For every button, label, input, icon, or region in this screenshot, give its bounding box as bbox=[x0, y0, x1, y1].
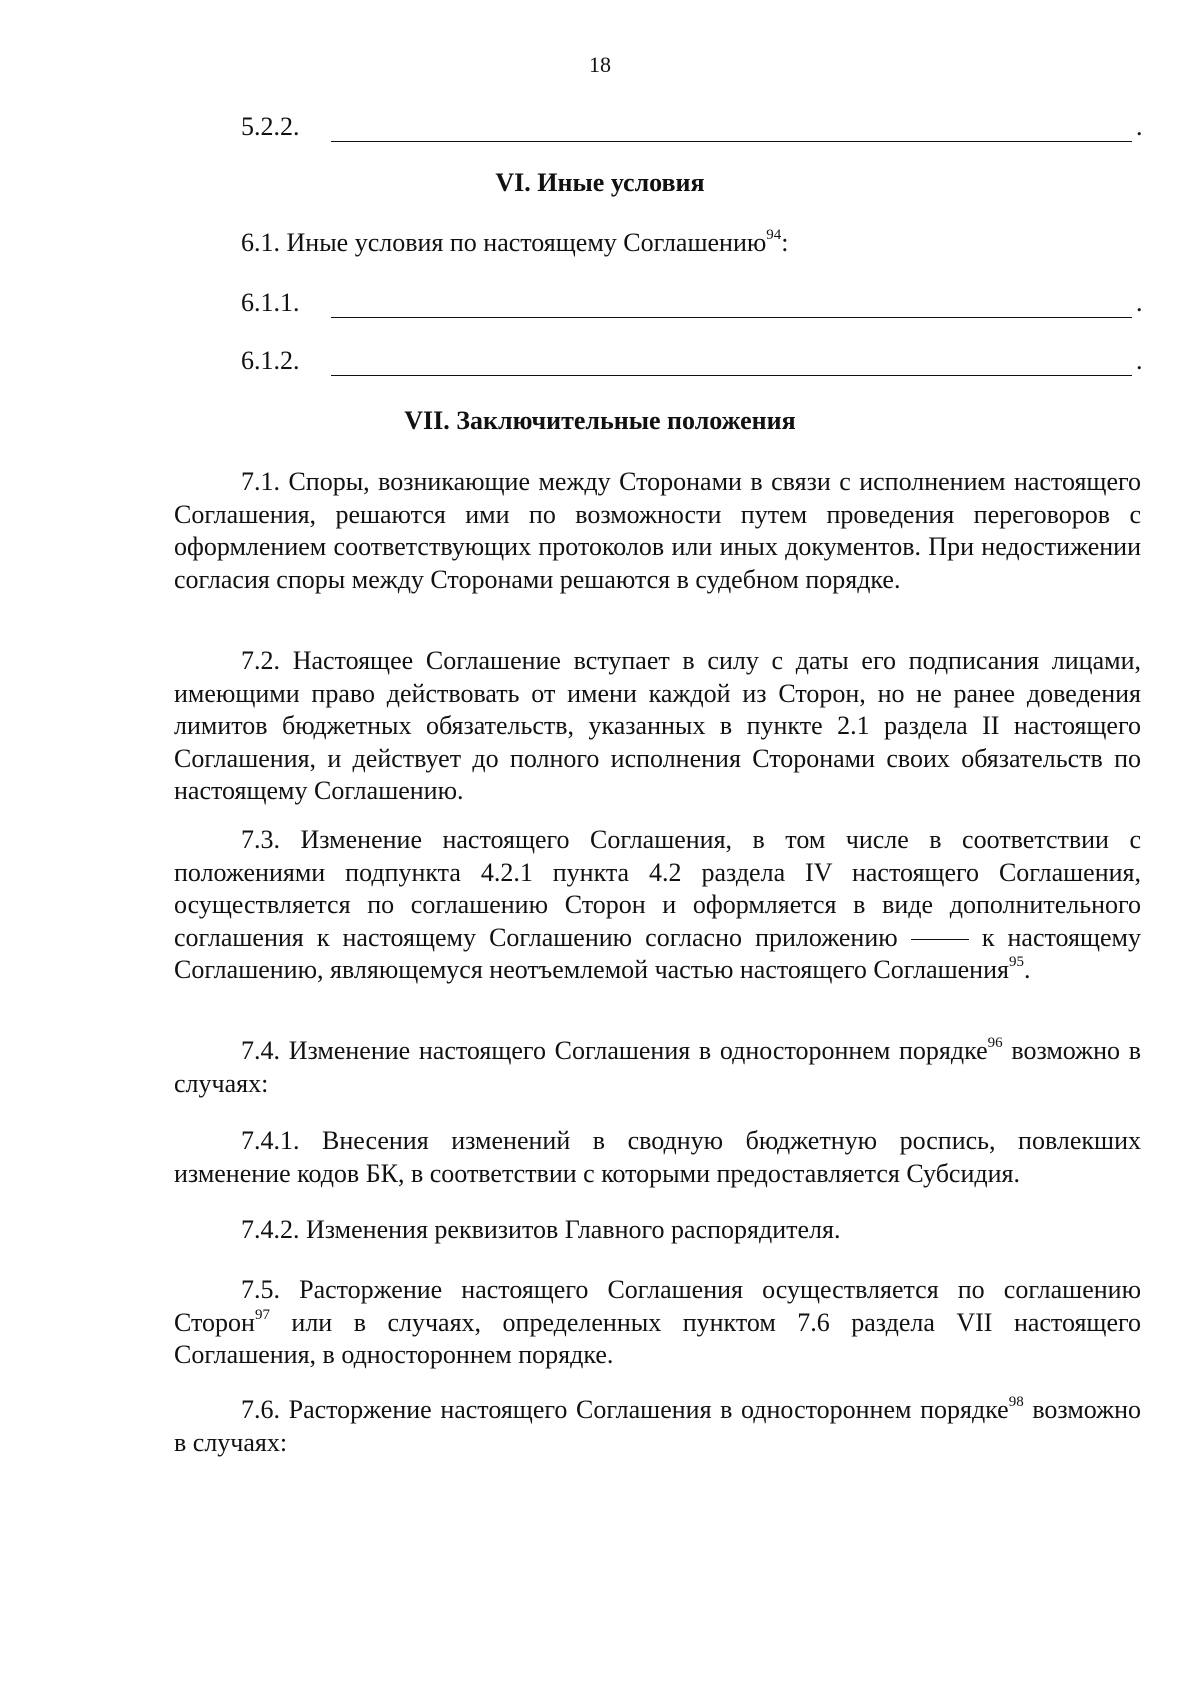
page-number: 18 bbox=[589, 52, 611, 77]
line-end: . bbox=[1136, 346, 1143, 375]
item-number: 6.1.1. bbox=[241, 288, 300, 317]
footnote-ref-96: 96 bbox=[987, 1035, 1003, 1051]
footnote-ref-98: 98 bbox=[1008, 1394, 1024, 1410]
section-7-title: VII. Заключительные положения bbox=[404, 406, 796, 435]
paragraph-7-3 bbox=[174, 824, 1141, 987]
item-number: 6.1.2. bbox=[241, 346, 300, 375]
paragraph-7-6 bbox=[174, 1394, 1141, 1459]
fill-line-6-1-1 bbox=[0, 288, 1200, 324]
paragraph-7-5-after: или в случаях, определенных пунктом 7.6 раздела VII настоящего Соглашения, в одностороннем порядке. bbox=[174, 1307, 1141, 1369]
footnote-ref-95: 95 bbox=[1008, 954, 1024, 970]
section-6-title: VI. Иные условия bbox=[495, 168, 705, 197]
paragraph-6-1-text: 6.1. Иные условия по настоящему Соглашению bbox=[241, 228, 767, 257]
paragraph-7-4-2: 7.4.2. Изменения реквизитов Главного распорядителя. bbox=[241, 1215, 841, 1244]
paragraph-7-5 bbox=[174, 1274, 1141, 1372]
paragraph-7-5-before: 7.5. Расторжение настоящего Соглашения осуществляется по соглашению Сторон bbox=[174, 1275, 1141, 1337]
paragraph-7-4 bbox=[174, 1035, 1141, 1100]
line-end: . bbox=[1136, 288, 1143, 317]
item-number: 5.2.2. bbox=[241, 112, 300, 141]
paragraph-7-6-text: 7.6. Расторжение настоящего Соглашения в одностороннем порядке bbox=[241, 1395, 1009, 1424]
blank-line bbox=[331, 375, 1132, 376]
paragraph-6-1 bbox=[241, 228, 789, 258]
paragraph-6-1-tail: : bbox=[781, 228, 789, 257]
footnote-ref-97: 97 bbox=[254, 1306, 270, 1323]
appendix-number-blank bbox=[911, 939, 969, 940]
footnote-ref-94: 94 bbox=[766, 227, 782, 243]
paragraph-7-3-before: 7.3. Изменение настоящего Соглашения, в том числе в соответствии с положениями подпункта 4.2.1 пункта 4.2 раздела IV настоящего Соглашения, осуществляется по соглашению Сторон и оформляется в виде дополнительного соглашения к настоящему Соглашению согласно приложению bbox=[174, 825, 1141, 952]
paragraph-7-4-tail: возможно в случаях: bbox=[174, 1036, 1142, 1098]
fill-line-6-1-2 bbox=[0, 346, 1200, 382]
paragraph-7-2: 7.2. Настоящее Соглашение вступает в силу с даты его подписания лицами, имеющими право действовать от имени каждой из Сторон, но не ранее доведения лимитов бюджетных обязательств, указанных в пункте 2.1 раздела II настоящего Соглашения, и действует до полного исполнения Сторонами своих обязательств по настоящему Соглашению. bbox=[174, 646, 1141, 805]
blank-line bbox=[331, 317, 1132, 318]
paragraph-7-1: 7.1. Споры, возникающие между Сторонами в связи с исполнением настоящего Соглашения, решаются ими по возможности путем проведения переговоров с оформлением соответствующих протоколов или иных документов. При недостижении согласия споры между Сторонами решаются в судебном порядке. bbox=[174, 467, 1141, 594]
paragraph-7-6-tail: возможно в случаях: bbox=[174, 1395, 1142, 1457]
paragraph-7-4-1: 7.4.1. Внесения изменений в сводную бюджетную роспись, повлекших изменение кодов БК, в соответствии с которыми предоставляется Субсидия. bbox=[174, 1126, 1141, 1188]
paragraph-7-3-tail: . bbox=[1023, 955, 1031, 984]
paragraph-7-4-text: 7.4. Изменение настоящего Соглашения в одностороннем порядке bbox=[241, 1036, 988, 1065]
fill-line-5-2-2 bbox=[0, 112, 1200, 148]
blank-line bbox=[331, 141, 1132, 142]
line-end: . bbox=[1136, 112, 1143, 141]
paragraph-7-3-after: к настоящему Соглашению, являющемуся неотъемлемой частью настоящего Соглашения bbox=[174, 922, 1142, 984]
